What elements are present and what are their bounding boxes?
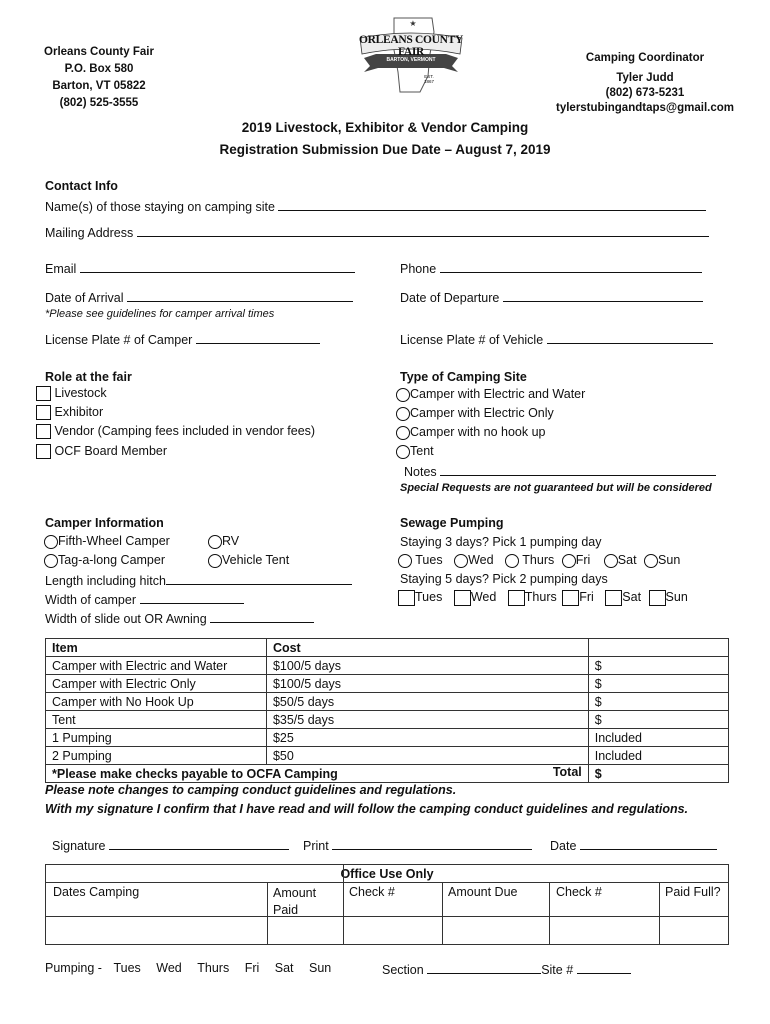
fri-checkbox[interactable] [562,590,579,606]
plate-camper-field[interactable] [196,331,320,344]
item-cell: Tent [46,711,267,729]
day-label: Tues [415,590,443,605]
coordinator-title: Camping Coordinator [585,52,705,64]
pump-5-sat[interactable] [605,590,641,604]
camping-coordinator [556,51,734,116]
slide-field[interactable] [210,610,314,623]
office-header-check-1: Check # [349,885,395,899]
camping-type-label: Tent [410,444,434,458]
cost-cell: $50 [266,747,588,765]
camper-type-fifth-wheel[interactable] [44,534,170,549]
phone-field[interactable] [440,260,702,273]
width-row [45,591,244,607]
sun-checkbox[interactable] [649,590,666,606]
five-day-options [398,590,688,606]
date-row [550,837,717,853]
print-row [303,837,532,853]
camper-type-rv[interactable] [208,534,239,549]
title-line-1: 2019 Livestock, Exhibitor & Vendor Camping [241,120,529,135]
office-col-divider [659,882,660,945]
role-option-label: Exhibitor [54,405,104,419]
fair-logo [356,14,466,94]
electric-water-radio[interactable] [396,388,410,402]
office-divider-mid [46,916,728,917]
form-title [160,117,610,161]
office-divider-top [46,882,728,883]
fri-radio[interactable] [562,554,576,568]
pump-5-sun[interactable] [649,590,688,604]
pump-3-wed[interactable] [454,553,493,567]
office-header-check-2: Check # [556,885,602,899]
email-field[interactable] [80,260,355,273]
section-field[interactable] [427,961,541,974]
camper-info-heading: Camper Information [45,516,164,530]
office-header-amount-paid: Amount Paid [273,886,317,917]
email-row [45,260,355,276]
sat-radio[interactable] [604,554,618,568]
camper-type-vehicle-tent[interactable] [208,553,289,568]
email-label: Email [45,262,77,276]
plate-vehicle-label: License Plate # of Vehicle [400,333,544,347]
signature-row [52,837,289,853]
rv-radio[interactable] [208,535,222,549]
notes-label: Notes [404,465,437,479]
pump-3-sat[interactable] [604,553,637,567]
departure-label: Date of Departure [400,291,500,305]
office-col-divider [442,882,443,945]
tues-radio[interactable] [398,554,412,568]
arrival-label: Date of Arrival [45,291,124,305]
office-use-title: Office Use Only [340,867,434,881]
camping-type-label: Camper with Electric and Water [410,387,586,401]
day-label: Sun [665,590,688,605]
amount-cell: Included [588,729,728,747]
amount-cell: Included [588,747,728,765]
contact-heading: Contact Info [45,179,118,193]
cost-table [45,638,729,783]
vendor-checkbox[interactable] [36,424,51,439]
camper-type-label: Vehicle Tent [222,553,290,567]
day-label: Tues [415,553,443,567]
cost-cell: $100/5 days [266,657,588,675]
logo-subtext: BARTON, VERMONT [386,57,436,63]
header-item: Item [46,639,267,657]
table-row [46,711,729,729]
table-row [46,729,729,747]
office-use-box [45,864,729,945]
site-label: Site # [541,963,574,977]
amount-cell[interactable]: $ [588,657,728,675]
electric-only-radio[interactable] [396,407,410,421]
plate-camper-row [45,331,320,347]
livestock-checkbox[interactable] [36,386,51,401]
total-row-cell [46,765,589,783]
footer-day: Tues [113,961,141,975]
role-option-label: OCF Board Member [54,444,168,458]
svg-text:★: ★ [409,19,417,28]
day-label: Thurs [522,553,555,567]
board-member-checkbox[interactable] [36,444,51,459]
table-row [46,693,729,711]
plate-vehicle-row [400,331,713,347]
org-phone: (802) 525-3555 [59,97,139,109]
camper-type-label: RV [222,534,240,548]
fifth-wheel-radio[interactable] [44,535,58,549]
day-label: Sat [617,553,637,567]
pump-5-wed[interactable] [454,590,496,604]
thurs-checkbox[interactable] [508,590,525,606]
departure-field[interactable] [503,289,703,302]
pump-3-fri[interactable] [562,553,591,567]
coordinator-name: Tyler Judd [616,72,674,84]
item-cell: Camper with Electric Only [46,675,267,693]
footer-day: Sat [274,961,294,975]
total-label: Total [552,765,582,779]
item-cell: Camper with Electric and Water [46,657,267,675]
item-cell: 2 Pumping [46,747,267,765]
table-row [46,747,729,765]
plate-camper-label: License Plate # of Camper [45,333,193,347]
date-label: Date [550,839,577,853]
camper-type-label: Fifth-Wheel Camper [58,534,170,548]
office-header-amount-due: Amount Due [448,885,518,899]
length-label: Length including hitch [45,574,166,588]
mailing-row [45,224,709,240]
three-day-options [398,553,680,568]
phone-row [400,260,702,276]
names-field[interactable] [278,198,706,211]
camping-type-heading: Type of Camping Site [400,370,527,384]
amount-cell[interactable]: $ [588,675,728,693]
footer-day: Sun [309,961,332,975]
role-option-vendor[interactable] [36,424,315,439]
logo-text: ORLEANS COUNTY FAIR [358,34,464,58]
width-field[interactable] [140,591,244,604]
camping-type-tent[interactable] [396,444,434,459]
coordinator-email: tylerstubingandtaps@gmail.com [556,102,734,114]
camper-type-label: Tag-a-long Camper [58,553,165,567]
tues-checkbox[interactable] [398,590,415,606]
slide-row [45,610,314,626]
arrival-row [45,289,353,305]
amount-cell[interactable]: $ [588,711,728,729]
special-requests-note: Special Requests are not guaranteed but will be considered [400,482,712,494]
table-row [46,657,729,675]
pump-5-fri[interactable] [562,590,594,604]
header-amount [588,639,728,657]
pumping-footer [45,961,331,975]
day-label: Wed [468,553,494,567]
phone-label: Phone [400,262,437,276]
day-label: Fri [579,590,594,605]
role-option-livestock[interactable] [36,386,107,401]
org-city: Barton, VT 05822 [52,80,146,92]
coordinator-phone: (802) 673-5231 [605,87,685,99]
exhibitor-checkbox[interactable] [36,405,51,420]
office-header-paid-full: Paid Full? [665,885,721,899]
table-row [46,675,729,693]
pump-3-sun[interactable] [644,553,680,567]
wed-radio[interactable] [454,554,468,568]
signature-agreement: With my signature I confirm that I have read and will follow the camping conduct guidelines and regulations. [45,802,689,816]
item-cell: 1 Pumping [46,729,267,747]
mailing-label: Mailing Address [45,226,134,240]
departure-row [400,289,703,305]
table-header-row [46,639,729,657]
print-label: Print [303,839,329,853]
cost-cell: $35/5 days [266,711,588,729]
tag-a-long-radio[interactable] [44,554,58,568]
thurs-radio[interactable] [505,554,519,568]
role-option-label: Vendor (Camping fees included in vendor fees) [54,424,316,438]
tent-radio[interactable] [396,445,410,459]
length-field[interactable] [166,572,352,585]
camper-type-tag-a-long[interactable] [44,553,165,568]
three-day-label: Staying 3 days? Pick 1 pumping day [400,535,602,549]
no-hookup-radio[interactable] [396,426,410,440]
logo-established: EST. 1867 [423,74,434,84]
pumping-label: Pumping - [45,961,102,975]
pump-5-tues[interactable] [398,590,442,604]
office-col-divider [343,865,344,945]
date-field[interactable] [580,837,717,850]
five-day-label: Staying 5 days? Pick 2 pumping days [400,572,608,586]
sewage-heading: Sewage Pumping [400,516,504,530]
arrival-note: *Please see guidelines for camper arrival times [45,308,275,320]
print-field[interactable] [332,837,532,850]
role-option-label: Livestock [54,386,107,400]
signature-field[interactable] [109,837,289,850]
vehicle-tent-radio[interactable] [208,554,222,568]
width-label: Width of camper [45,593,137,607]
camping-type-label: Camper with Electric Only [410,406,554,420]
office-col-divider [549,882,550,945]
plate-vehicle-field[interactable] [547,331,713,344]
day-label: Wed [470,590,497,605]
cost-cell: $50/5 days [266,693,588,711]
header-cost: Cost [266,639,588,657]
wed-checkbox[interactable] [454,590,471,606]
day-label: Sun [658,553,681,567]
length-row [45,572,352,588]
total-value[interactable]: $ [588,765,728,783]
camping-type-electric-water[interactable] [396,387,585,402]
item-cell: Camper with No Hook Up [46,693,267,711]
day-label: Sat [622,590,642,605]
org-name: Orleans County Fair [44,46,154,58]
title-line-2: Registration Submission Due Date – August 7, 2019 [219,142,551,157]
notes-row [404,463,716,479]
section-label: Section [382,963,424,977]
org-po-box: P.O. Box 580 [64,63,134,75]
pump-5-thurs[interactable] [508,590,557,604]
checks-payable-note: *Please make checks payable to OCFA Camping [52,766,338,781]
camping-type-electric-only[interactable] [396,406,554,421]
sun-radio[interactable] [644,554,658,568]
slide-label: Width of slide out OR Awning [45,612,207,626]
role-option-exhibitor[interactable] [36,405,103,420]
arrival-field[interactable] [127,289,353,302]
role-option-board[interactable] [36,444,167,459]
role-heading: Role at the fair [45,370,132,384]
changes-notice: Please note changes to camping conduct guidelines and regulations. [45,783,457,797]
office-col-divider [267,882,268,945]
signature-label: Signature [52,839,106,853]
footer-day: Thurs [197,961,230,975]
table-total-row [46,765,729,783]
section-row [382,961,631,977]
office-header-dates: Dates Camping [53,885,140,899]
fair-address [40,44,158,112]
footer-day: Wed [156,961,182,975]
site-field[interactable] [577,961,631,974]
names-row [45,198,706,214]
day-label: Thurs [524,590,557,605]
amount-cell[interactable]: $ [588,693,728,711]
day-label: Fri [575,553,591,567]
mailing-field[interactable] [137,224,709,237]
notes-field[interactable] [440,463,716,476]
footer-day: Fri [244,961,260,975]
camping-type-label: Camper with no hook up [410,425,546,439]
cost-cell: $25 [266,729,588,747]
names-label: Name(s) of those staying on camping site [45,200,275,214]
cost-cell: $100/5 days [266,675,588,693]
pump-3-tues[interactable] [398,553,443,567]
pump-3-thurs[interactable] [505,553,554,567]
sat-checkbox[interactable] [605,590,622,606]
camping-type-no-hookup[interactable] [396,425,546,440]
